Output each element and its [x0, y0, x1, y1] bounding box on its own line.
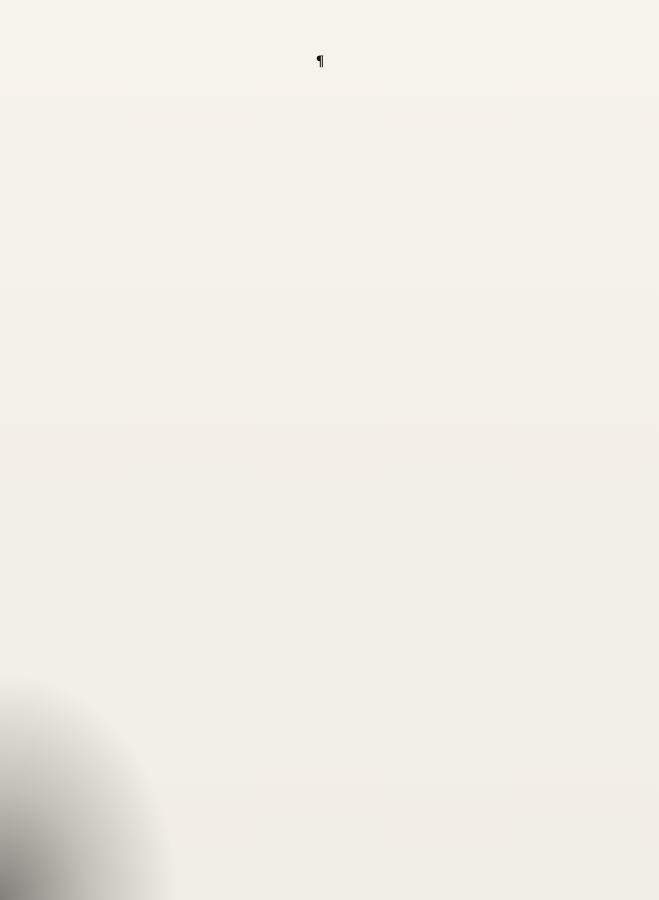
pilcrow-icon: ¶ [315, 53, 325, 69]
section-heading [74, 52, 566, 72]
text-block [74, 38, 566, 76]
scan-shadow [0, 670, 180, 900]
